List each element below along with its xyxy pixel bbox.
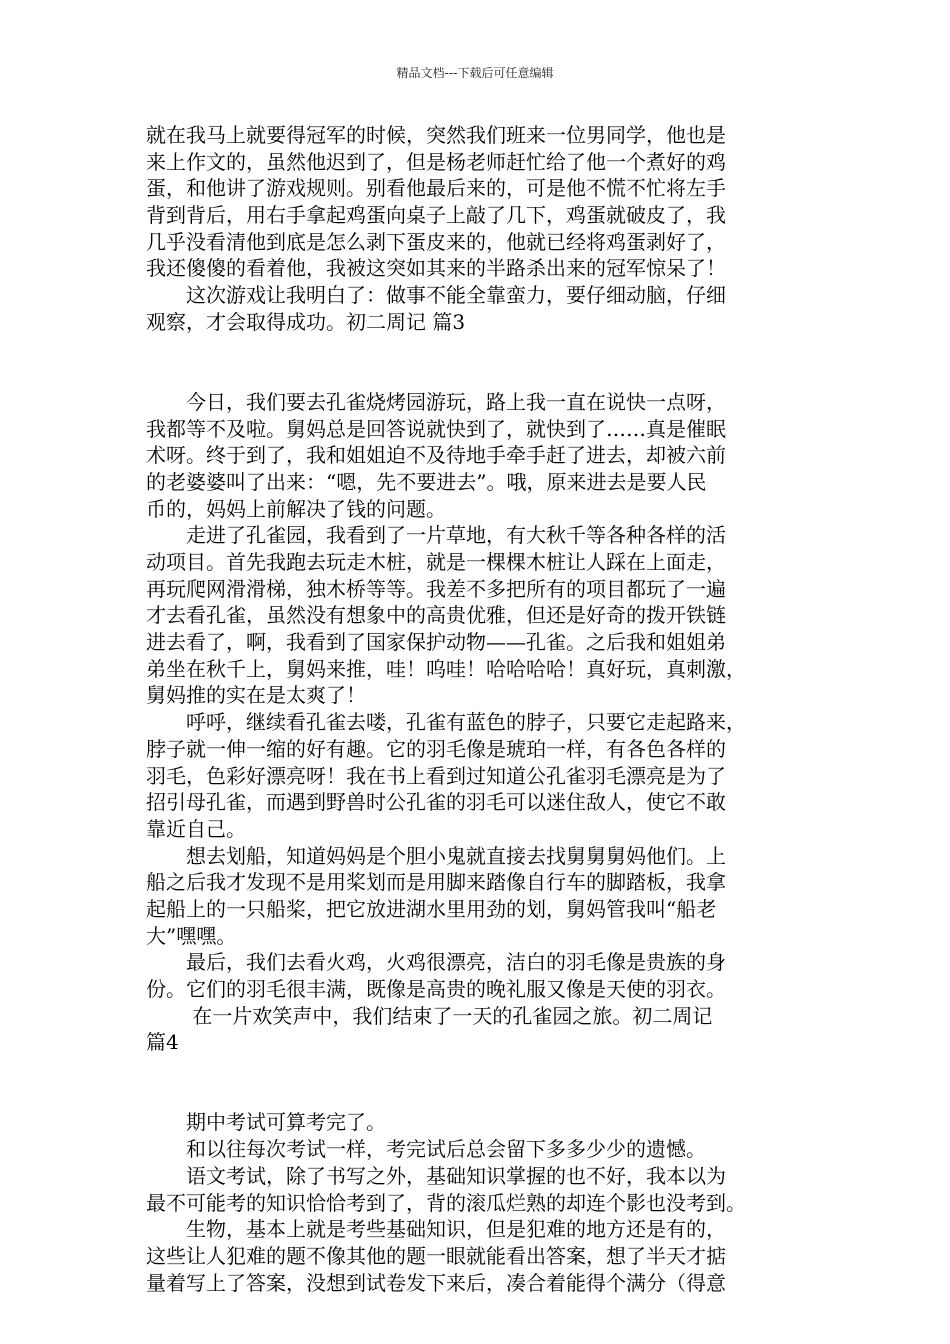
text-line: 起船上的一只船桨，把它放进湖水里用劲的划，舅妈管我叫“船老: [146, 896, 717, 921]
text-line: 我都等不及啦。舅妈总是回答说就快到了，就快到了……真是催眠: [146, 416, 726, 441]
text-line: 就在我马上就要得冠军的时候，突然我们班来一位男同学，他也是: [146, 123, 726, 147]
text-line: 靠近自己。: [146, 816, 246, 841]
text-line: 大”嘿嘿。: [146, 923, 237, 948]
text-line: 期中考试可算考完了。: [146, 1110, 386, 1135]
text-line: 篇4: [146, 1030, 179, 1055]
text-line: 几乎没看清他到底是怎么剥下蛋皮来的，他就已经将鸡蛋剥好了，: [146, 229, 726, 254]
text-line: 动项目。首先我跑去玩走木桩，就是一棵棵木桩让人踩在上面走，: [146, 550, 726, 574]
blank-line: [146, 336, 806, 363]
text-line: 招引母孔雀，而遇到野兽时公孔雀的羽毛可以迷住敌人，使它不敢: [146, 790, 726, 815]
text-line: 今日，我们要去孔雀烧烤园游玩，路上我一直在说快一点呀，: [146, 389, 726, 414]
text-line: 蛋，和他讲了游戏规则。别看他最后来的，可是他不慌不忙将左手: [146, 176, 726, 201]
blank-line: [146, 1056, 806, 1083]
text-line: 舅妈推的实在是太爽了！: [146, 683, 366, 708]
text-line: 呼呼，继续看孔雀去喽，孔雀有蓝色的脖子，只要它走起路来，: [146, 710, 746, 735]
text-line: 弟坐在秋千上，舅妈来推，哇！呜哇！哈哈哈哈！真好玩，真刺激，: [146, 656, 746, 681]
text-line: 和以往每次考试一样，考完试后总会留下多多少少的遗憾。: [146, 1137, 706, 1162]
text-line: 份。它们的羽毛很丰满，既像是高贵的晚礼服又像是天使的羽衣。: [146, 977, 726, 1001]
text-line: 才去看孔雀，虽然没有想象中的高贵优雅，但还是好奇的拨开铁链: [146, 603, 726, 628]
text-line: 最后，我们去看火鸡，火鸡很漂亮，洁白的羽毛像是贵族的身: [146, 950, 726, 975]
page-header: 精品文档---下载后可任意编辑: [396, 66, 554, 80]
text-line: 这些让人犯难的题不像其他的题一眼就能看出答案，想了半天才掂: [146, 1243, 726, 1268]
text-line: 术呀。终于到了，我和姐姐迫不及待地手牵手赶了进去，却被六前: [146, 443, 726, 468]
text-line: 生物，基本上就是考些基础知识，但是犯难的地方还是有的，: [146, 1217, 726, 1242]
text-line: 语文考试，除了书写之外，基础知识掌握的也不好，我本以为: [146, 1163, 726, 1188]
text-line: 的老婆婆叫了出来：“嗯，先不要进去”。哦，原来进去是要人民: [146, 469, 707, 494]
text-line: 最不可能考的知识恰恰考到了，背的滚瓜烂熟的却连个影也没考到。: [146, 1190, 746, 1215]
text-line: 这次游戏让我明白了：做事不能全靠蛮力，要仔细动脑，仔细: [146, 283, 726, 308]
text-line: 背到背后，用右手拿起鸡蛋向桌子上敲了几下，鸡蛋就破皮了，我: [146, 203, 726, 228]
text-line: 量着写上了答案，没想到试卷发下来后，凑合着能得个满分（得意: [146, 1270, 726, 1295]
text-line: 羽毛，色彩好漂亮呀！我在书上看到过知道公孔雀羽毛漂亮是为了: [146, 763, 726, 788]
text-line: 想去划船，知道妈妈是个胆小鬼就直接去找舅舅舅妈他们。上: [146, 843, 726, 868]
text-line: 我还傻傻的看着他，我被这突如其来的半路杀出来的冠军惊呆了！: [146, 256, 726, 281]
text-line: 进去看了，啊，我看到了国家保护动物——孔雀。之后我和姐姐弟: [146, 630, 726, 655]
text-line: 脖子就一伸一缩的好有趣。它的羽毛像是琥珀一样，有各色各样的: [146, 736, 726, 761]
text-line: 来上作文的，虽然他迟到了，但是杨老师赶忙给了他一个煮好的鸡: [146, 149, 726, 174]
blank-line: [146, 362, 806, 389]
text-line: 再玩爬网滑滑梯，独木桥等等。我差不多把所有的项目都玩了一遍: [146, 576, 726, 601]
document-body: [146, 122, 806, 1296]
text-line: 币的，妈妈上前解决了钱的问题。: [146, 496, 446, 521]
text-line: 走进了孔雀园，我看到了一片草地，有大秋千等各种各样的活: [146, 523, 726, 548]
text-line: 观察，才会取得成功。初二周记 篇3: [146, 309, 466, 334]
text-line: 在一片欢笑声中，我们结束了一天的孔雀园之旅。初二周记: [146, 1003, 713, 1028]
text-line: 船之后我才发现不是用桨划而是用脚来踏像自行车的脚踏板，我拿: [146, 870, 726, 895]
blank-line: [146, 1083, 806, 1110]
